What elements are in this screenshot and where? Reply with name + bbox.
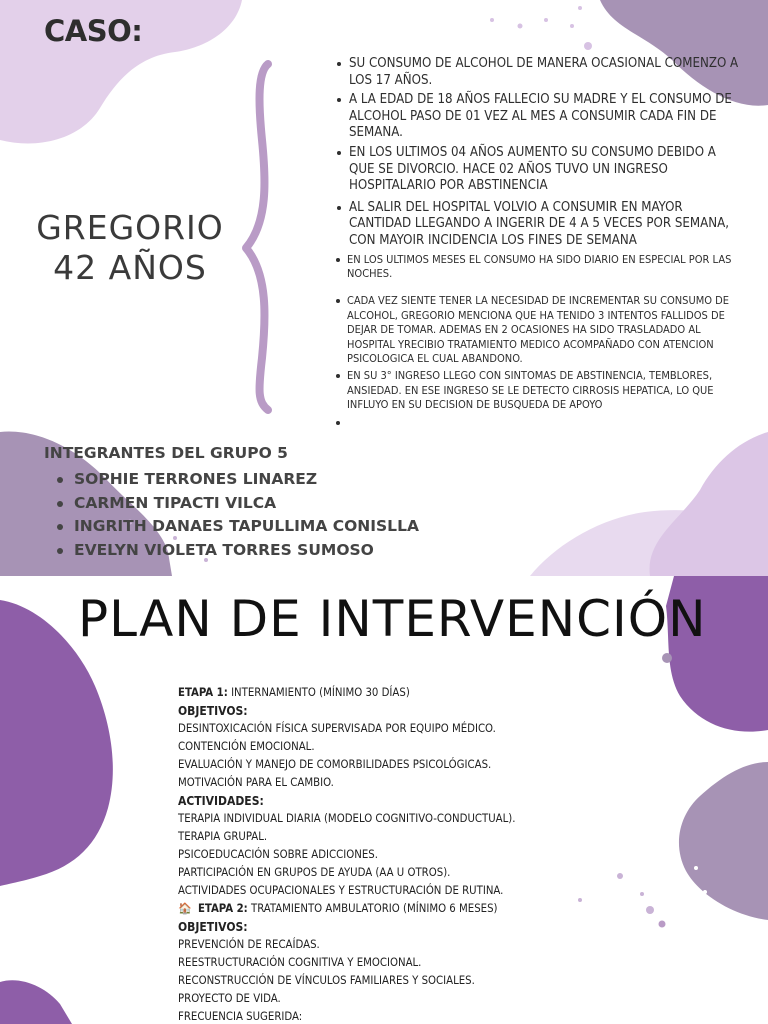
activity-item: ACTIVIDADES OCUPACIONALES Y ESTRUCTURACIÓN DE RUTINA. [178,884,504,897]
objective-item: EVALUACIÓN Y MANEJO DE COMORBILIDADES PSICOLÓGICAS. [178,758,492,771]
plan-title: PLAN DE INTERVENCIÓN [78,590,707,648]
team-member: INGRITH DANAES TAPULLIMA CONISLLA [56,515,419,539]
case-fact: A LA EDAD DE 18 AÑOS FALLECIO SU MADRE Y EL CONSUMO DE ALCOHOL PASO DE 01 VEZ AL MES A CONSUMIR CADA FIN DE SEMANA. [333,92,743,142]
case-facts-list [333,56,743,430]
objective-item: REESTRUCTURACIÓN COGNITIVA Y EMOCIONAL. [178,956,422,969]
objective-item: PROYECTO DE VIDA. [178,992,281,1005]
team-member: SOPHIE TERRONES LINAREZ [56,468,419,492]
activity-item: PARTICIPACIÓN EN GRUPOS DE AYUDA (AA U OTROS). [178,866,451,879]
case-fact: CADA VEZ SIENTE TENER LA NECESIDAD DE INCREMENTAR SU CONSUMO DE ALCOHOL, GREGORIO MENCIONA QUE HA TENIDO 3 INTENTOS FALLIDOS DE DEJAR DE TOMAR. ADEMAS EN 2 OCASIONES HA SIDO TRASLADADO AL HOSPITAL YRECIBIO TRATAMIENTO MEDICO ACOMPAÑADO CON ATENCION PSICOLOGICA EL CUAL ABANDONO. [333,294,743,366]
case-fact: EN LOS ULTIMOS 04 AÑOS AUMENTO SU CONSUMO DEBIDO A QUE SE DIVORCIO. HACE 02 AÑOS TUVO UN INGRESO HOSPITALARIO POR ABSTINENCIA [333,145,743,195]
objective-item: MOTIVACIÓN PARA EL CAMBIO. [178,776,334,789]
objective-item: RECONSTRUCCIÓN DE VÍNCULOS FAMILIARES Y SOCIALES. [178,974,475,987]
stage-2-label: ETAPA 2: [197,902,248,915]
team-member: CARMEN TIPACTI VILCA [56,492,419,516]
stage-2-heading [178,900,598,918]
activity-item: TERAPIA INDIVIDUAL DIARIA (MODELO COGNITIVO-CONDUCTUAL). [178,812,516,825]
activity-item: TERAPIA GRUPAL. [178,830,268,843]
team-list [56,468,419,562]
case-label: CASO: [44,14,143,48]
objectives-label: OBJETIVOS: [178,920,248,934]
frequency-label: FRECUENCIA SUGERIDA: [178,1010,303,1023]
case-fact: AL SALIR DEL HOSPITAL VOLVIO A CONSUMIR EN MAYOR CANTIDAD LLEGANDO A INGERIR DE 4 A 5 VECES POR SEMANA, CON MAYOIR INCIDENCIA LOS FINES DE SEMANA [333,200,743,250]
objective-item: DESINTOXICACIÓN FÍSICA SUPERVISADA POR EQUIPO MÉDICO. [178,722,496,735]
patient-age: 42 AÑOS [53,248,207,287]
case-fact-empty [333,416,743,430]
case-fact: EN LOS ULTIMOS MESES EL CONSUMO HA SIDO DIARIO EN ESPECIAL POR LAS NOCHES. [333,253,743,282]
house-icon: 🏠 [178,902,192,915]
intervention-plan [178,684,598,1024]
activities-label: ACTIVIDADES: [178,794,264,808]
objective-item: PREVENCIÓN DE RECAÍDAS. [178,938,320,951]
stage-2-text: TRATAMIENTO AMBULATORIO (MÍNIMO 6 MESES) [251,902,498,915]
case-fact: SU CONSUMO DE ALCOHOL DE MANERA OCASIONAL COMENZO A LOS 17 AÑOS. [333,56,743,89]
stage-1-label: ETAPA 1: [178,686,228,699]
stage-1-text: INTERNAMIENTO (MÍNIMO 30 DÍAS) [231,686,410,699]
plan-slide [0,576,768,1024]
team-title: INTEGRANTES DEL GRUPO 5 [44,444,288,462]
activity-item: PSICOEDUCACIÓN SOBRE ADICCIONES. [178,848,378,861]
patient-heading [30,208,230,288]
stage-1-heading [178,684,598,702]
team-member: EVELYN VIOLETA TORRES SUMOSO [56,539,419,563]
objectives-label: OBJETIVOS: [178,704,248,718]
objective-item: CONTENCIÓN EMOCIONAL. [178,740,315,753]
case-fact: EN SU 3° INGRESO LLEGO CON SINTOMAS DE ABSTINENCIA, TEMBLORES, ANSIEDAD. EN ESE INGRESO SE LE DETECTO CIRROSIS HEPATICA, LO QUE INFLUYO EN SU DECISION DE BUSQUEDA DE APOYO [333,369,743,412]
patient-name: GREGORIO [36,208,224,247]
